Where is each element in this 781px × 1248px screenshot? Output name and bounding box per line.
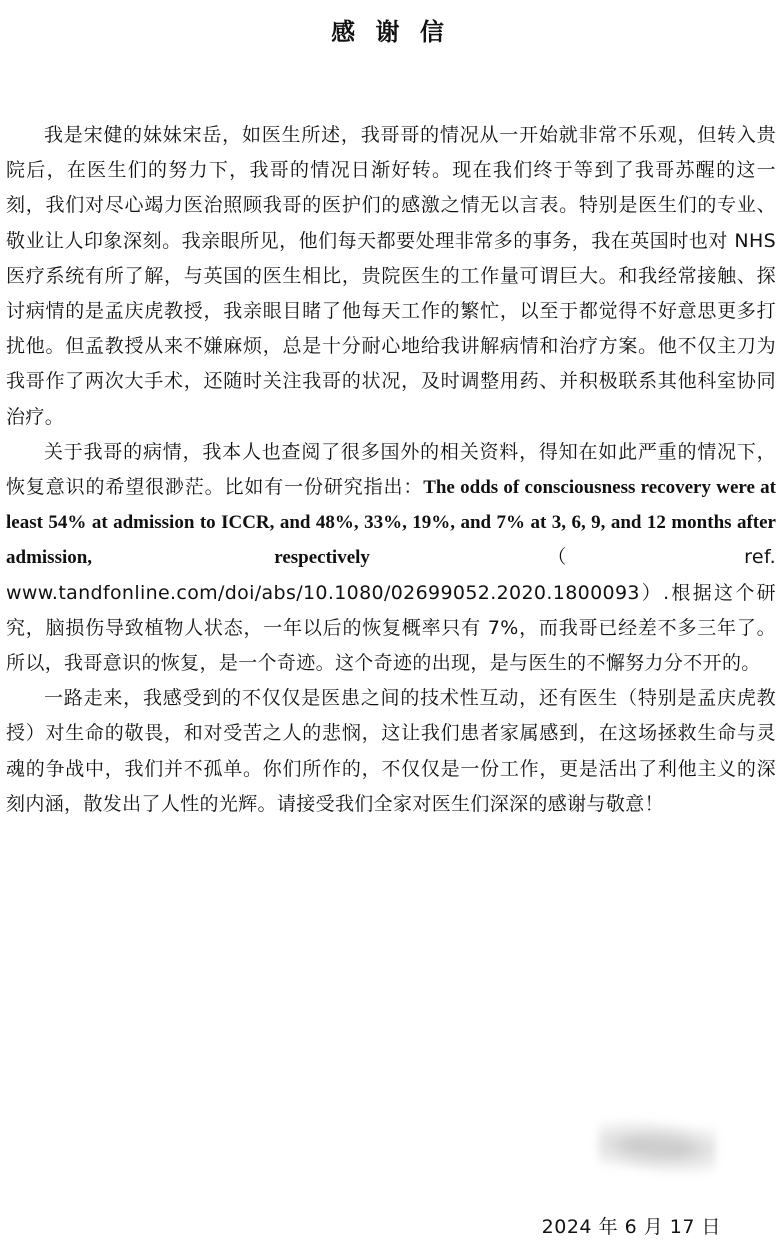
study-quote: The odds of consciousness recovery were at least 54% at admission to ICCR, and 48%, 33%, 19%, and 7% at 3, 6, 9, and 12 months after admission, respectively [6, 477, 776, 569]
paragraph-3: 一路走来，我感受到的不仅仅是医患之间的技术性互动，还有医生（特别是孟庆虎教授）对生命的敬畏，和对受苦之人的悲悯，这让我们患者家属感到，在这场拯救生命与灵魂的争战中，我们并不孤单。你们所作的，不仅仅是一份工作，更是活出了利他主义的深刻内涵，散发出了人性的光辉。请接受我们全家对医生们深深的感谢与敬意！ [6, 687, 776, 815]
paragraph-2 [6, 435, 776, 681]
paragraph-2-rest: 根据这个研究，脑损伤导致植物人状态，一年以后的恢复概率只有 7%，而我哥已经差不多三年了。所以，我哥意识的恢复，是一个奇迹。这个奇迹的出现，是与医生的不懈努力分不开的。 [6, 581, 776, 675]
study-reference: （ref. www.tandfonline.com/doi/abs/10.1080/02699052.2020.1800093）. [6, 546, 776, 604]
letter-body [6, 118, 776, 822]
paragraph-1: 我是宋健的妹妹宋岳，如医生所述，我哥哥的情况从一开始就非常不乐观，但转入贵院后，在医生们的努力下，我哥的情况日渐好转。现在我们终于等到了我哥苏醒的这一刻，我们对尽心竭力医治照顾我哥的医护们的感激之情无以言表。特别是医生们的专业、敬业让人印象深刻。我亲眼所见，他们每天都要处理非常多的事务，我在英国时也对 NHS 医疗系统有所了解，与英国的医生相比，贵院医生的工作量可谓巨大。和我经常接触、探讨病情的是孟庆虎教授，我亲眼目睹了他每天工作的繁忙，以至于都觉得不好意思更多打扰他。但孟教授从来不嫌麻烦，总是十分耐心地给我讲解病情和治疗方案。他不仅主刀为我哥作了两次大手术，还随时关注我哥的状况，及时调整用药、并积极联系其他科室协同治疗。 [6, 124, 776, 428]
letter-title: 感 谢 信 [331, 18, 450, 46]
letter-date: 2024 年 6 月 17 日 [541, 1216, 721, 1238]
blurred-signature [598, 1118, 716, 1176]
paragraph-2-intro: 关于我哥的病情，我本人也查阅了很多国外的相关资料，得知在如此严重的情况下，恢复意识的希望很渺茫。比如有一份研究指出： [6, 440, 776, 499]
